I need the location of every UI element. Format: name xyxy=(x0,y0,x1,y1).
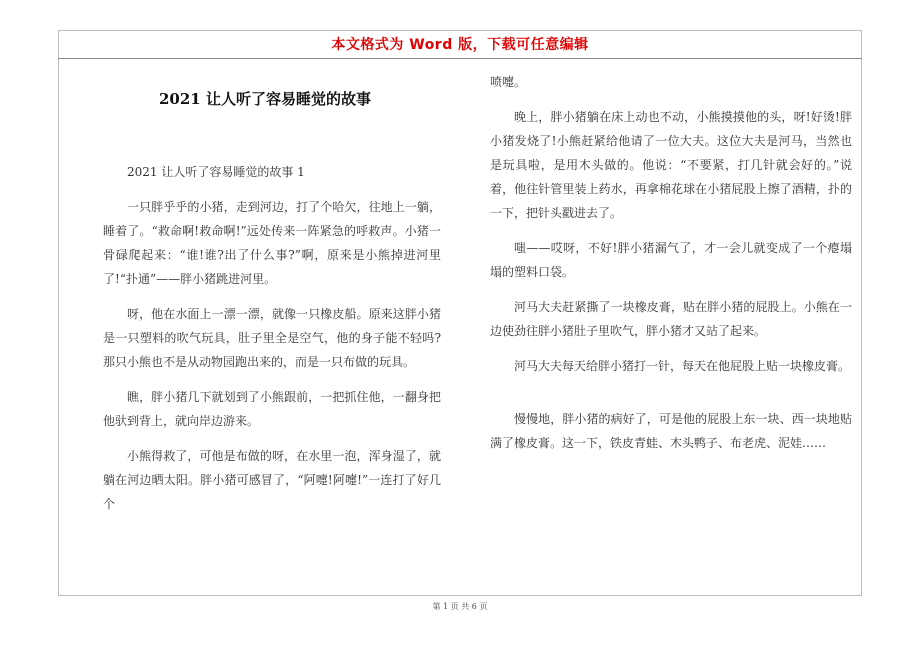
header-banner: 本文格式为 Word 版，下载可任意编辑 xyxy=(331,37,589,53)
paragraph: 河马大夫赶紧撕了一块橡皮膏，贴在胖小猪的屁股上。小熊在一边使劲往胖小猪肚子里吹气，胖小猪才又站了起来。 xyxy=(490,300,852,338)
paragraph: 小熊得救了，可他是布做的呀，在水里一泡，浑身湿了，就躺在河边晒太阳。胖小猪可感冒了，“阿嚏!阿嚏!”一连打了好几个 xyxy=(103,449,441,511)
page-number-footer: 第 1 页 共 6 页 xyxy=(432,602,488,611)
document-title: 2021 让人听了容易睡觉的故事 xyxy=(159,90,371,108)
paragraph-continuation: 喷嚏。 xyxy=(490,75,527,89)
paragraph-spacer xyxy=(490,389,852,407)
paragraph: 呀，他在水面上一漂一漂，就像一只橡皮船。原来这胖小猪是一只塑料的吹气玩具，肚子里全是空气，他的身子能不轻吗?那只小熊也不是从动物园跑出来的，而是一只布做的玩具。 xyxy=(103,307,441,369)
paragraph: 河马大夫每天给胖小猪打一针，每天在他屁股上贴一块橡皮膏。 xyxy=(514,359,851,373)
paragraph: 嗤——哎呀，不好!胖小猪漏气了，才一会儿就变成了一个瘪塌塌的塑料口袋。 xyxy=(490,241,852,279)
paragraph: 慢慢地，胖小猪的病好了，可是他的屁股上东一块、西一块地贴满了橡皮膏。这一下，铁皮青蛙、木头鸭子、布老虎、泥娃…… xyxy=(490,412,852,450)
left-text-column xyxy=(103,160,441,527)
header-divider xyxy=(58,58,862,59)
right-text-column xyxy=(490,70,852,466)
paragraph: 晚上，胖小猪躺在床上动也不动，小熊摸摸他的头，呀!好烫!胖小猪发烧了!小熊赶紧给他请了一位大夫。这位大夫是河马，当然也是玩具啦，是用木头做的。他说：“不要紧，打几针就会好的。”说着，他往针管里装上药水，再拿棉花球在小猪屁股上擦了酒精，扑的一下，把针头戳进去了。 xyxy=(490,110,852,220)
paragraph-subtitle: 2021 让人听了容易睡觉的故事 1 xyxy=(127,165,305,179)
paragraph: 瞧，胖小猪几下就划到了小熊跟前，一把抓住他，一翻身把他驮到背上，就向岸边游来。 xyxy=(103,390,441,428)
paragraph: 一只胖乎乎的小猪，走到河边，打了个哈欠，往地上一躺，睡着了。“救命啊!救命啊!”远处传来一阵紧急的呼救声。小猪一骨碌爬起来：“谁!谁?出了什么事?”啊，原来是小熊掉进河里了!“扑通”——胖小猪跳进河里。 xyxy=(103,200,441,286)
